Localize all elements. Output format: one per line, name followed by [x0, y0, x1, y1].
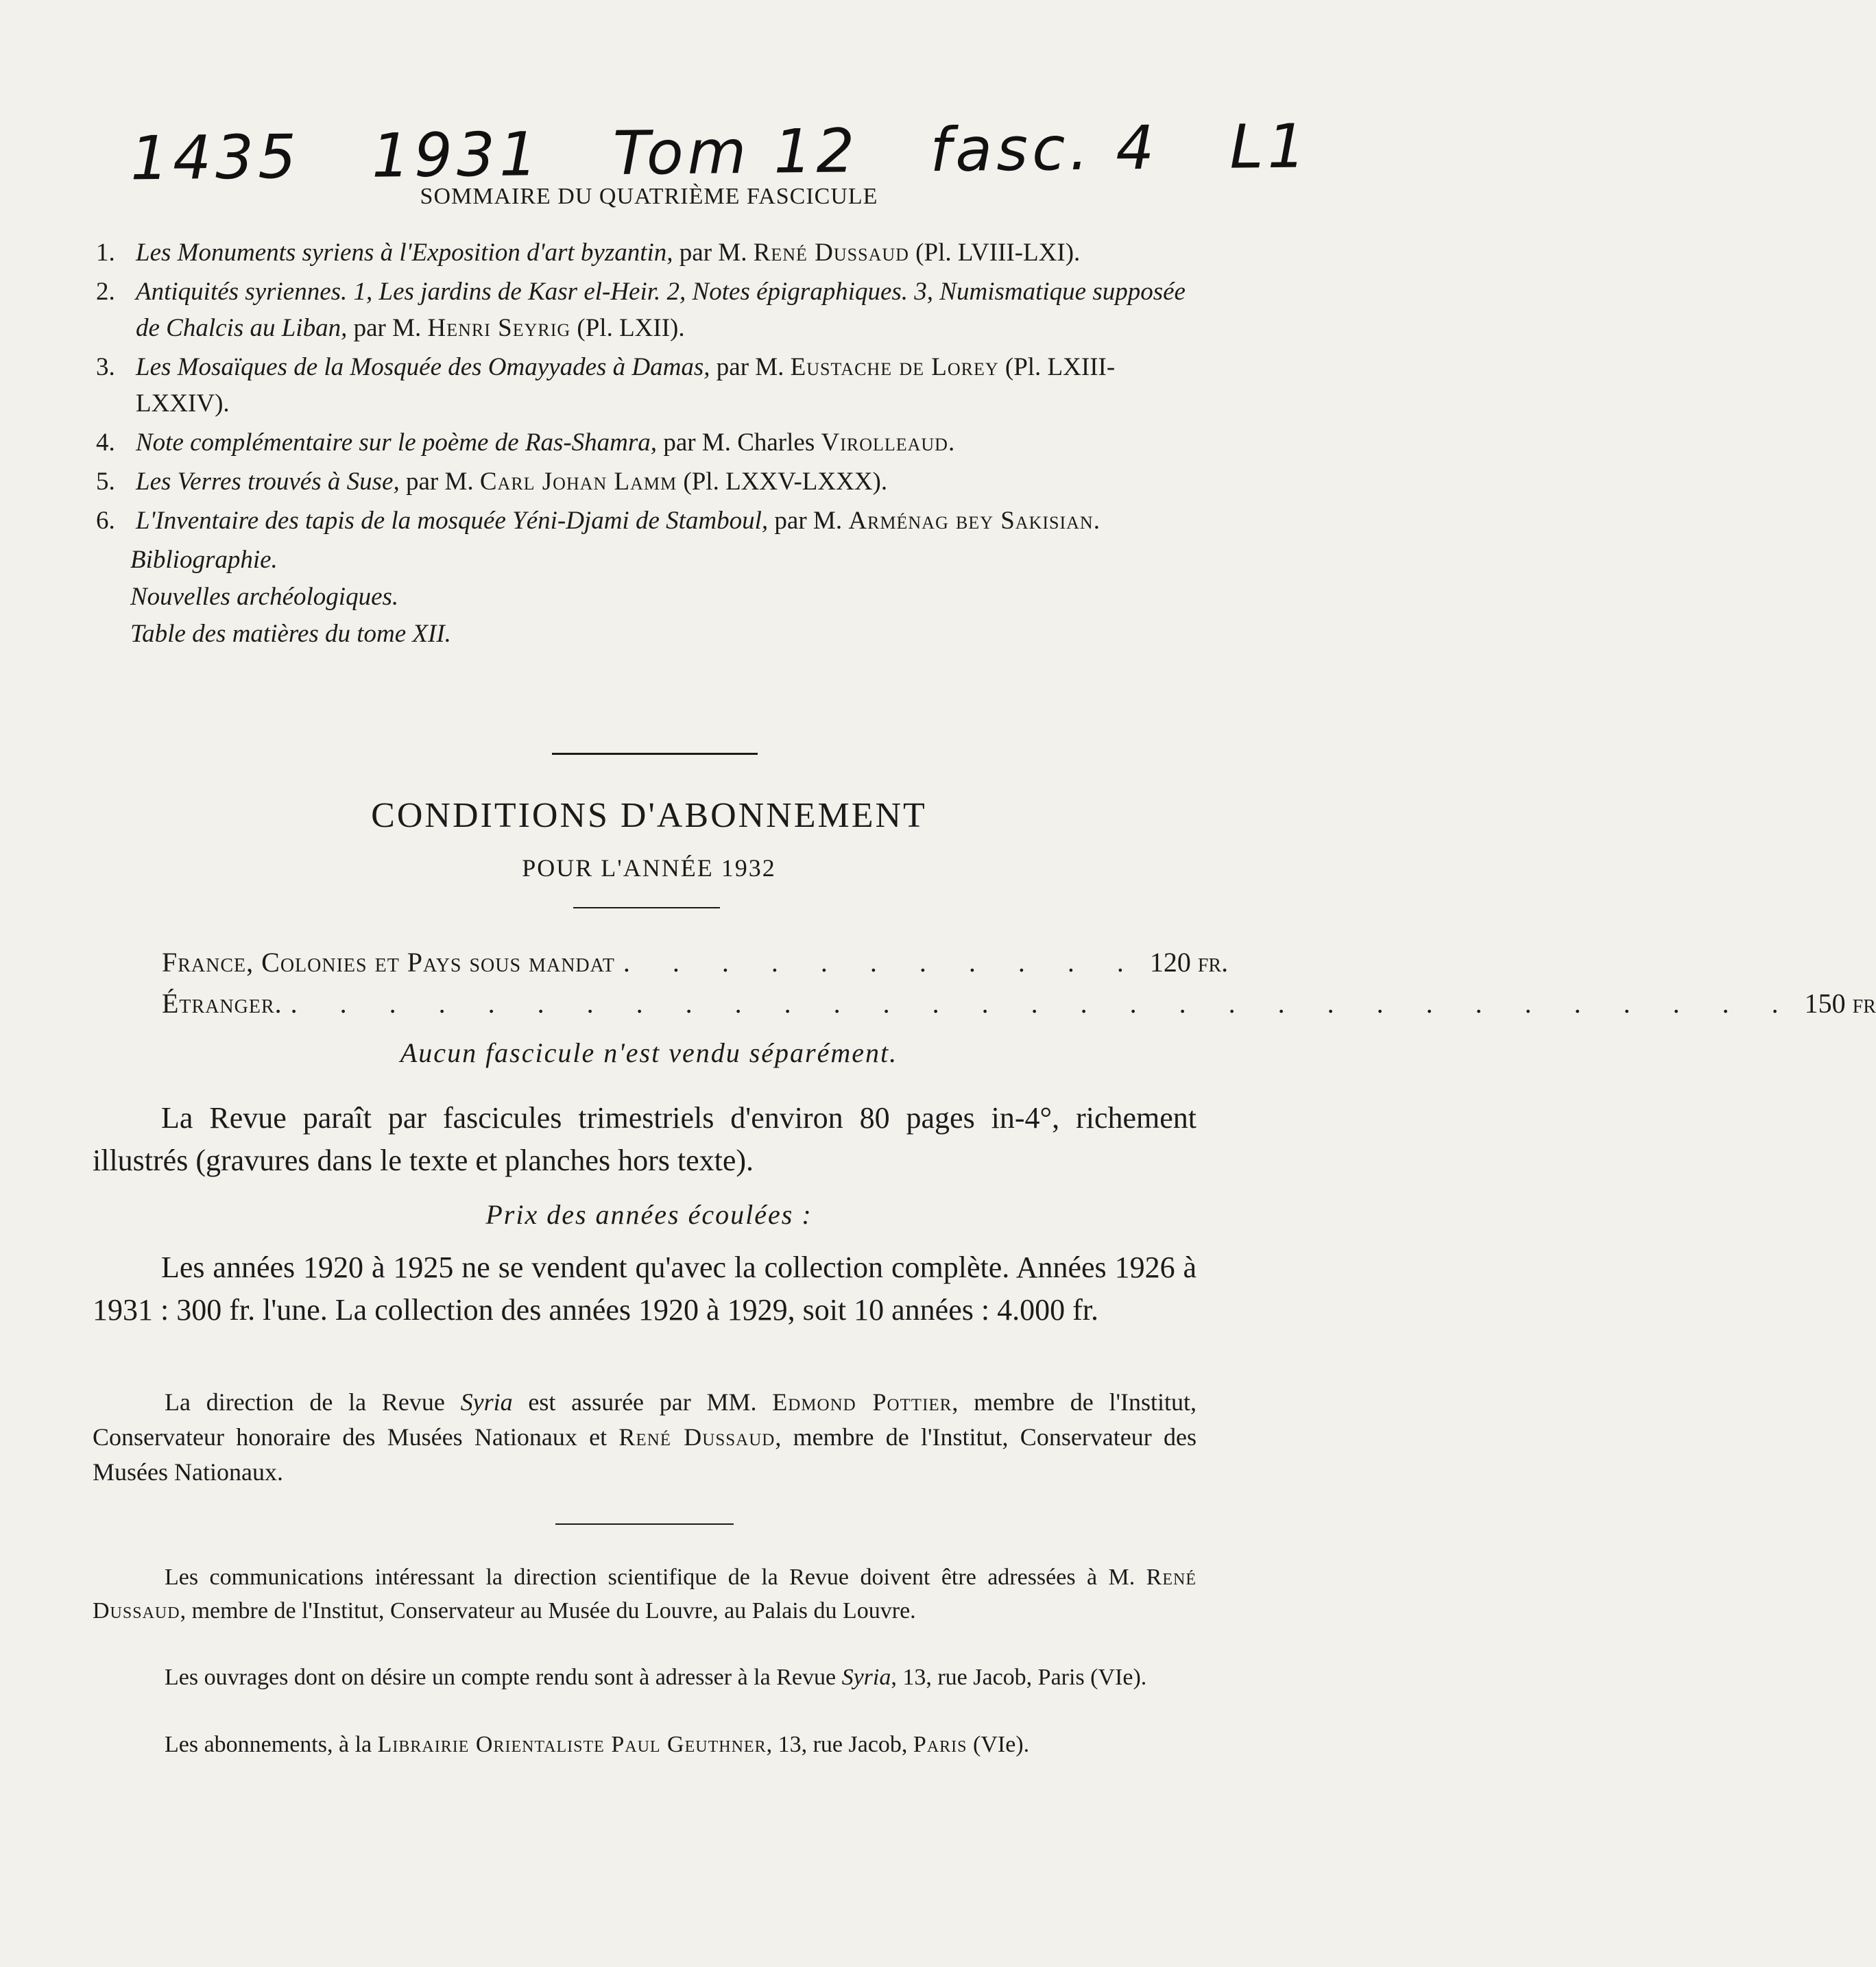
- item-note: (Pl. LXII).: [577, 314, 685, 342]
- item-by: par M.: [405, 468, 474, 496]
- price-label: Étranger.: [162, 988, 282, 1019]
- item-number: 3.: [96, 353, 115, 381]
- leader-dots: . . . . . . . . . . . . . . . . . . . . . . . . . . . . . . .: [290, 988, 1796, 1019]
- item-by: par M.: [774, 507, 843, 535]
- director-name: René Dussaud: [618, 1423, 775, 1451]
- review-text: Les ouvrages dont on désire un compte rendu sont à adresser à la Revue: [165, 1665, 837, 1690]
- city-name: Paris: [913, 1732, 967, 1757]
- summary-extra: Bibliographie.: [130, 546, 278, 574]
- summary-item: [96, 234, 1207, 271]
- publisher-name: Librairie Orientaliste Paul Geuthner: [377, 1732, 767, 1757]
- director-name: Edmond Pottier: [772, 1388, 952, 1416]
- leader-dots: . . . . . . . . . . .: [623, 947, 1142, 978]
- item-note: (Pl. LVIII-LXI).: [915, 239, 1081, 267]
- journal-name: Syria: [841, 1665, 891, 1690]
- price-value: 150 fr: [1804, 988, 1876, 1019]
- direction-paragraph: [93, 1385, 1196, 1490]
- hand-part: fasc. 4: [929, 112, 1159, 186]
- item-number: 2.: [96, 278, 115, 306]
- item-title: Les Verres trouvés à Suse,: [136, 468, 400, 496]
- price-value: 120 fr.: [1149, 947, 1229, 978]
- item-note: (Pl. LXIII-LXXIV).: [136, 353, 1116, 418]
- price-label: France, Colonies et Pays sous mandat: [162, 947, 615, 978]
- review-text: , 13, rue Jacob, Paris (VIe).: [891, 1665, 1147, 1690]
- item-by: par M.: [716, 353, 784, 381]
- subtitle-divider: [573, 907, 720, 908]
- item-note: (Pl. LXXV-LXXX).: [683, 468, 888, 496]
- item-by: par M.: [353, 314, 422, 342]
- summary-item: [96, 424, 1207, 461]
- item-author: René Dussaud: [753, 239, 909, 267]
- item-author: Virolleaud: [821, 429, 948, 457]
- subscription-text: (VIe).: [973, 1732, 1030, 1757]
- item-author: Carl Johan Lamm: [479, 468, 677, 496]
- item-title: Note complémentaire sur le poème de Ras-Shamra,: [136, 429, 658, 457]
- item-note: .: [1093, 507, 1100, 535]
- item-title: Les Monuments syriens à l'Exposition d'art byzantin,: [136, 239, 673, 267]
- item-number: 6.: [96, 507, 115, 535]
- summary-extra: Nouvelles archéologiques.: [130, 583, 399, 611]
- hand-part: 1931: [371, 119, 542, 191]
- subscription-text: , 13, rue Jacob,: [766, 1732, 908, 1757]
- past-years-paragraph: Les années 1920 à 1925 ne se vendent qu'avec la collection complète. Années 1926 à 1931 : 300 fr. l'une. La collection des années 1920 à 1929, soit 10 années : 4.000 fr.: [93, 1251, 1196, 1327]
- section-divider: [552, 753, 758, 755]
- publication-paragraph: La Revue paraît par fascicules trimestriels d'environ 80 pages in-4°, richement illustrés (gravures dans le texte et planches hors texte).: [93, 1101, 1196, 1177]
- item-number: 1.: [96, 239, 115, 267]
- summary-item: [96, 503, 1207, 539]
- item-author: Arménag bey Sakisian: [848, 507, 1094, 535]
- item-number: 5.: [96, 468, 115, 496]
- direction-text: La direction de la Revue: [165, 1388, 445, 1416]
- past-years-title: Prix des années écoulées :: [485, 1199, 813, 1230]
- contact-paragraph: [93, 1560, 1196, 1628]
- subscription-paragraph: [93, 1728, 1196, 1761]
- hand-part: 1435: [130, 121, 301, 194]
- contact-text: Les communications intéressant la direction scientifique de la Revue doivent être adressées à M.: [165, 1565, 1135, 1590]
- item-by: par M.: [679, 239, 747, 267]
- item-author: Eustache de Lorey: [790, 353, 999, 381]
- item-title: L'Inventaire des tapis de la mosquée Yéni-Djami de Stamboul,: [136, 507, 769, 535]
- direction-text: , membre de l'Institut, Conservateur des Musées Nationaux.: [93, 1423, 1196, 1486]
- item-by: par M. Charles: [663, 429, 815, 457]
- contact-name: René Dussaud: [93, 1565, 1196, 1624]
- subscription-text: Les abonnements, à la: [165, 1732, 372, 1757]
- no-single-issue-note: Aucun fascicule n'est vendu séparément.: [400, 1037, 898, 1068]
- direction-text: , membre de l'Institut, Conservateur honoraire des Musées Nationaux et: [93, 1388, 1197, 1451]
- item-number: 4.: [96, 429, 115, 457]
- contact-text: , membre de l'Institut, Conservateur au Musée du Louvre, au Palais du Louvre.: [180, 1598, 916, 1624]
- conditions-subtitle: POUR L'ANNÉE 1932: [522, 854, 776, 882]
- conditions-title: CONDITIONS D'ABONNEMENT: [371, 796, 927, 835]
- summary-item: [96, 274, 1207, 346]
- price-row: [162, 946, 1229, 978]
- item-title: Antiquités syriennes. 1, Les jardins de Kasr el-Heir. 2, Notes épigraphiques. 3, Numismatique supposée de Chalcis au Liban,: [136, 278, 1186, 342]
- hand-part: Tom 12: [612, 115, 859, 189]
- summary-title: SOMMAIRE DU QUATRIÈME FASCICULE: [420, 184, 878, 209]
- item-title: Les Mosaïques de la Mosquée des Omayyades à Damas,: [136, 353, 710, 381]
- section-divider: [555, 1523, 734, 1525]
- item-note: .: [948, 429, 955, 457]
- summary-list: [96, 234, 1207, 653]
- review-paragraph: [93, 1661, 1196, 1694]
- summary-item: [96, 349, 1207, 422]
- handwritten-annotation: [130, 110, 1358, 194]
- summary-item: [96, 463, 1207, 500]
- journal-name: Syria: [460, 1388, 513, 1416]
- item-author: Henri Seyrig: [427, 314, 571, 342]
- price-row: [162, 987, 1876, 1019]
- direction-text: est assurée par MM.: [528, 1388, 757, 1416]
- summary-extra: Table des matières du tome XII.: [130, 620, 451, 648]
- hand-part: L1: [1229, 110, 1310, 182]
